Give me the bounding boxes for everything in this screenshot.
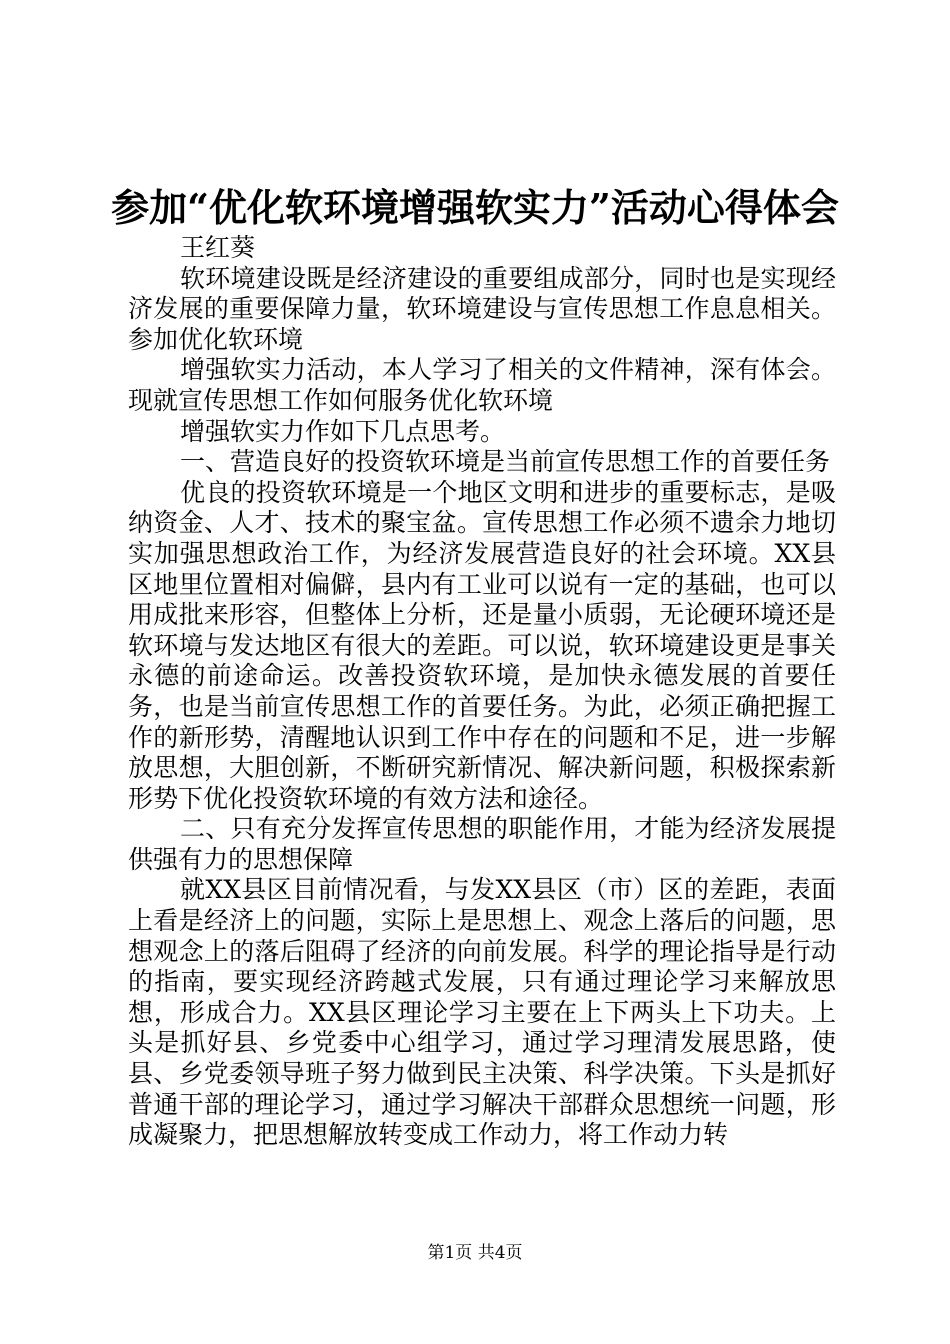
- section-2-paragraph: 就XX县区目前情况看，与发XX县区（市）区的差距，表面上看是经济上的问题，实际上是思想上、观念上落后的问题，思想观念上的落后阻碍了经济的向前发展。科学的理论指导是行动的指南，要实现经济跨越式发展，只有通过理论学习来解放思想，形成合力。XX县区理论学习主要在上下两头上下功夫。上头是抓好县、乡党委中心组学习，通过学习理清发展思路，使县、乡党委领导班子努力做到民主决策、科学决策。下头是抓好普通干部的理论学习，通过学习解决干部群众思想统一问题，形成凝聚力，把思想解放转变成工作动力，将工作动力转: [128, 875, 836, 1150]
- section-heading-1: 一、营造良好的投资软环境是当前宣传思想工作的首要任务: [180, 447, 831, 477]
- paragraph-intro-closing: 增强软实力作如下几点思考。: [180, 416, 506, 446]
- page-number-footer: 第1页 共4页: [427, 1243, 523, 1263]
- paragraph-intro-continued: 增强软实力活动，本人学习了相关的文件精神，深有体会。现就宣传思想工作如何服务优化软环境: [128, 355, 836, 415]
- document-body: [128, 233, 836, 1151]
- paragraph-intro: 软环境建设既是经济建设的重要组成部分，同时也是实现经济发展的重要保障力量，软环境建设与宣传思想工作息息相关。参加优化软环境: [128, 263, 836, 354]
- section-1-paragraph: 优良的投资软环境是一个地区文明和进步的重要标志，是吸纳资金、人才、技术的聚宝盆。宣传思想工作必须不遗余力地切实加强思想政治工作，为经济发展营造良好的社会环境。XX县区地里位置相对偏僻，县内有工业可以说有一定的基础，也可以用成批来形容，但整体上分析，还是量小质弱，无论硬环境还是软环境与发达地区有很大的差距。可以说，软环境建设更是事关永德的前途命运。改善投资软环境，是加快永德发展的首要任务，也是当前宣传思想工作的首要任务。为此，必须正确把握工作的新形势，清醒地认识到工作中存在的问题和不足，进一步解放思想，大胆创新，不断研究新情况、解决新问题，积极探索新形势下优化投资软环境的有效方法和途径。: [128, 477, 836, 813]
- author-name: 王红葵: [180, 233, 256, 262]
- document-title: 参加“优化软环境增强软实力”活动心得体会: [111, 185, 839, 230]
- section-heading-2: 二、只有充分发挥宣传思想的职能作用，才能为经济发展提供强有力的思想保障: [128, 814, 836, 874]
